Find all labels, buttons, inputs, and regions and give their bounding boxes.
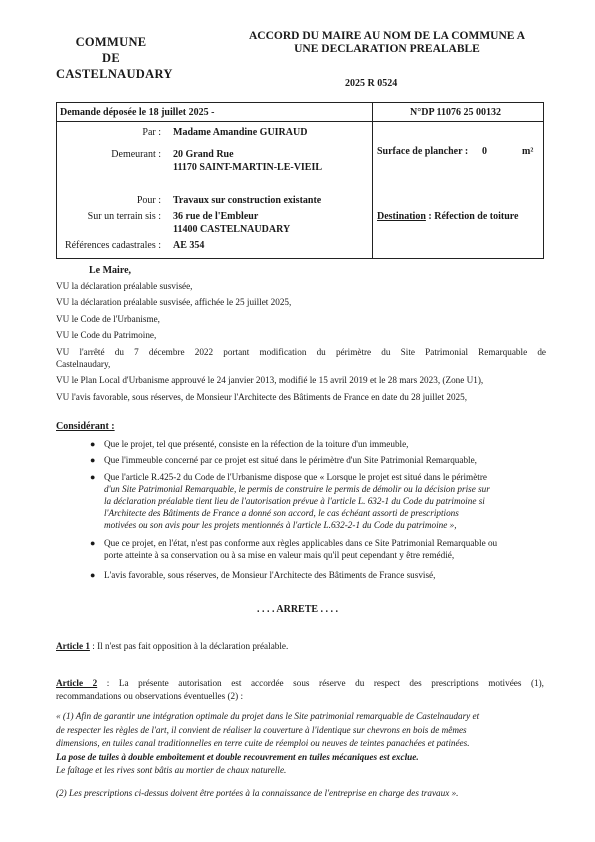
- vu-line: VU l'avis favorable, sous réserves, de Monsieur l'Architecte des Bâtiments de France en date du 28 juillet 2025,: [56, 392, 468, 402]
- surface-label: Surface de plancher :: [377, 146, 469, 157]
- ref-cad-label: Références cadastrales :: [64, 240, 161, 251]
- destination-block: [377, 210, 518, 223]
- bullet-icon: ●: [90, 439, 96, 449]
- destination-value: : Réfection de toiture: [428, 211, 519, 222]
- bullet-icon: ●: [90, 538, 96, 548]
- article-2: [56, 677, 544, 703]
- terrain-label: Sur un terrain sis :: [87, 211, 161, 222]
- bullet-icon: ●: [90, 472, 96, 482]
- demande-date: Demande déposée le 18 juillet 2025 -: [60, 107, 215, 118]
- le-maire: Le Maire,: [89, 265, 132, 276]
- article-2-line: recommandations ou observations éventuelles (2) :: [56, 691, 244, 701]
- pour-label: Pour :: [136, 195, 161, 206]
- box-divider: [372, 103, 373, 258]
- title-line: UNE DECLARATION PREALABLE: [294, 43, 480, 55]
- vu-line: VU la déclaration préalable susvisée, affichée le 25 juillet 2025,: [56, 297, 292, 307]
- considerant-item: L'avis favorable, sous réserves, de Monsieur l'Architecte des Bâtiments de France susvisé,: [104, 570, 436, 580]
- bullet-icon: ●: [90, 570, 96, 580]
- considerant-line: d'un Site Patrimonial Remarquable, le permis de construire le permis de démolir ou la décision prise sur: [104, 484, 490, 494]
- ref-cad-value: AE 354: [173, 240, 205, 251]
- considerant-line: porte atteinte à sa conservation ou à sa mise en valeur mais qu'il peut cependant y être remédié,: [104, 550, 455, 560]
- title-line: ACCORD DU MAIRE AU NOM DE LA COMMUNE A: [249, 30, 525, 42]
- terrain-line: 11400 CASTELNAUDARY: [173, 224, 291, 235]
- considerant-line: motivées ou son avis pour les projets mentionnés à l'article L.632-2-1 du Code du patrimoine »,: [104, 520, 457, 530]
- considerant-item: Que le projet, tel que présenté, consiste en la réfection de la toiture d'un immeuble,: [104, 439, 409, 449]
- par-label: Par :: [142, 127, 161, 138]
- demeurant-label: Demeurant :: [111, 149, 161, 160]
- arrete-reference: 2025 R 0524: [345, 78, 398, 89]
- prescription-line: La pose de tuiles à double emboîtement et double recouvrement en tuiles mécaniques est exclue.: [56, 751, 419, 762]
- prescription-note: (2) Les prescriptions ci-dessus doivent être portées à la connaissance de l'entreprise en charge des travaux ».: [56, 788, 459, 798]
- dp-number: N°DP 11076 25 00132: [410, 107, 501, 118]
- commune-block: [56, 34, 173, 82]
- considerant-item: [104, 537, 544, 561]
- considerant-item: [104, 471, 544, 531]
- vu-line: VU le Code du Patrimoine,: [56, 330, 157, 340]
- prescriptions: [56, 710, 546, 778]
- par-value: Madame Amandine GUIRAUD: [173, 127, 308, 138]
- commune-line: CASTELNAUDARY: [56, 67, 173, 81]
- article-1-label: Article 1: [56, 641, 90, 651]
- prescription-line: dimensions, en tuiles canal traditionnelles en terre cuite de réemploi ou neuves de teintes panachées et patinées.: [56, 738, 470, 749]
- commune-line: COMMUNE: [75, 35, 147, 49]
- prescription-line: de respecter les règles de l'art, il convient de réaliser la couverture à l'identique sur chevrons en bois de mêmes: [56, 724, 467, 735]
- considerant-line: la déclaration préalable tient lieu de l'autorisation prévue à l'article L. 632-1 du Code du patrimoine si: [104, 496, 485, 506]
- arrete-heading: . . . . ARRETE . . . .: [256, 604, 339, 615]
- considerant-line: Que l'article R.425-2 du Code de l'Urbanisme dispose que « Lorsque le projet est situé dans le périmètre: [104, 472, 487, 482]
- prescription-line: Le faîtage et les rives sont bâtis au mortier de chaux naturelle.: [56, 765, 287, 776]
- article-1: [56, 640, 288, 653]
- article-2-line: [56, 677, 544, 690]
- vu-line: VU le Plan Local d'Urbanisme approuvé le 24 janvier 2013, modifié le 15 avril 2019 et le 28 mars 2023, (Zone U1),: [56, 375, 484, 385]
- considerant-line: Que ce projet, en l'état, n'est pas conforme aux règles applicables dans ce Site Patrimonial Remarquable ou: [104, 538, 498, 548]
- document-title: [222, 30, 552, 56]
- prescription-line: « (1) Afin de garantir une intégration optimale du projet dans le Site patrimonial remarquable de Castelnaudary et: [56, 711, 480, 721]
- article-2-label: Article 2: [56, 678, 98, 688]
- vu-line: VU la déclaration préalable susvisée,: [56, 281, 193, 291]
- destination-label: Destination: [377, 211, 426, 222]
- commune-line: DE: [102, 51, 120, 65]
- article-2-text: : La présente autorisation est accordée sous réserve du respect des prescriptions motivées (1),: [106, 678, 544, 688]
- considerant-item: Que l'immeuble concerné par ce projet est situé dans le périmètre d'un Site Patrimonial Remarquable,: [104, 455, 477, 465]
- vu-line: VU l'arrêté du 7 décembre 2022 portant modification du périmètre du Site Patrimonial Remarquable de: [56, 347, 546, 357]
- pour-value: Travaux sur construction existante: [173, 195, 322, 206]
- demeurant-line: 11170 SAINT-MARTIN-LE-VIEIL: [173, 162, 323, 173]
- considerant-line: l'Architecte des Bâtiments de France a donné son accord, le cas échéant assorti de prescriptions: [104, 508, 459, 518]
- considerant-heading: Considérant :: [56, 421, 115, 432]
- surface-unit: m²: [522, 146, 534, 157]
- article-1-text: : Il n'est pas fait opposition à la déclaration préalable.: [92, 641, 289, 651]
- surface-value: 0: [482, 146, 487, 157]
- demeurant-line: 20 Grand Rue: [173, 149, 234, 160]
- terrain-line: 36 rue de l'Embleur: [173, 211, 259, 222]
- bullet-icon: ●: [90, 455, 96, 465]
- vu-line: VU le Code de l'Urbanisme,: [56, 314, 160, 324]
- box-divider: [57, 121, 543, 122]
- vu-line: Castelnaudary,: [56, 359, 111, 369]
